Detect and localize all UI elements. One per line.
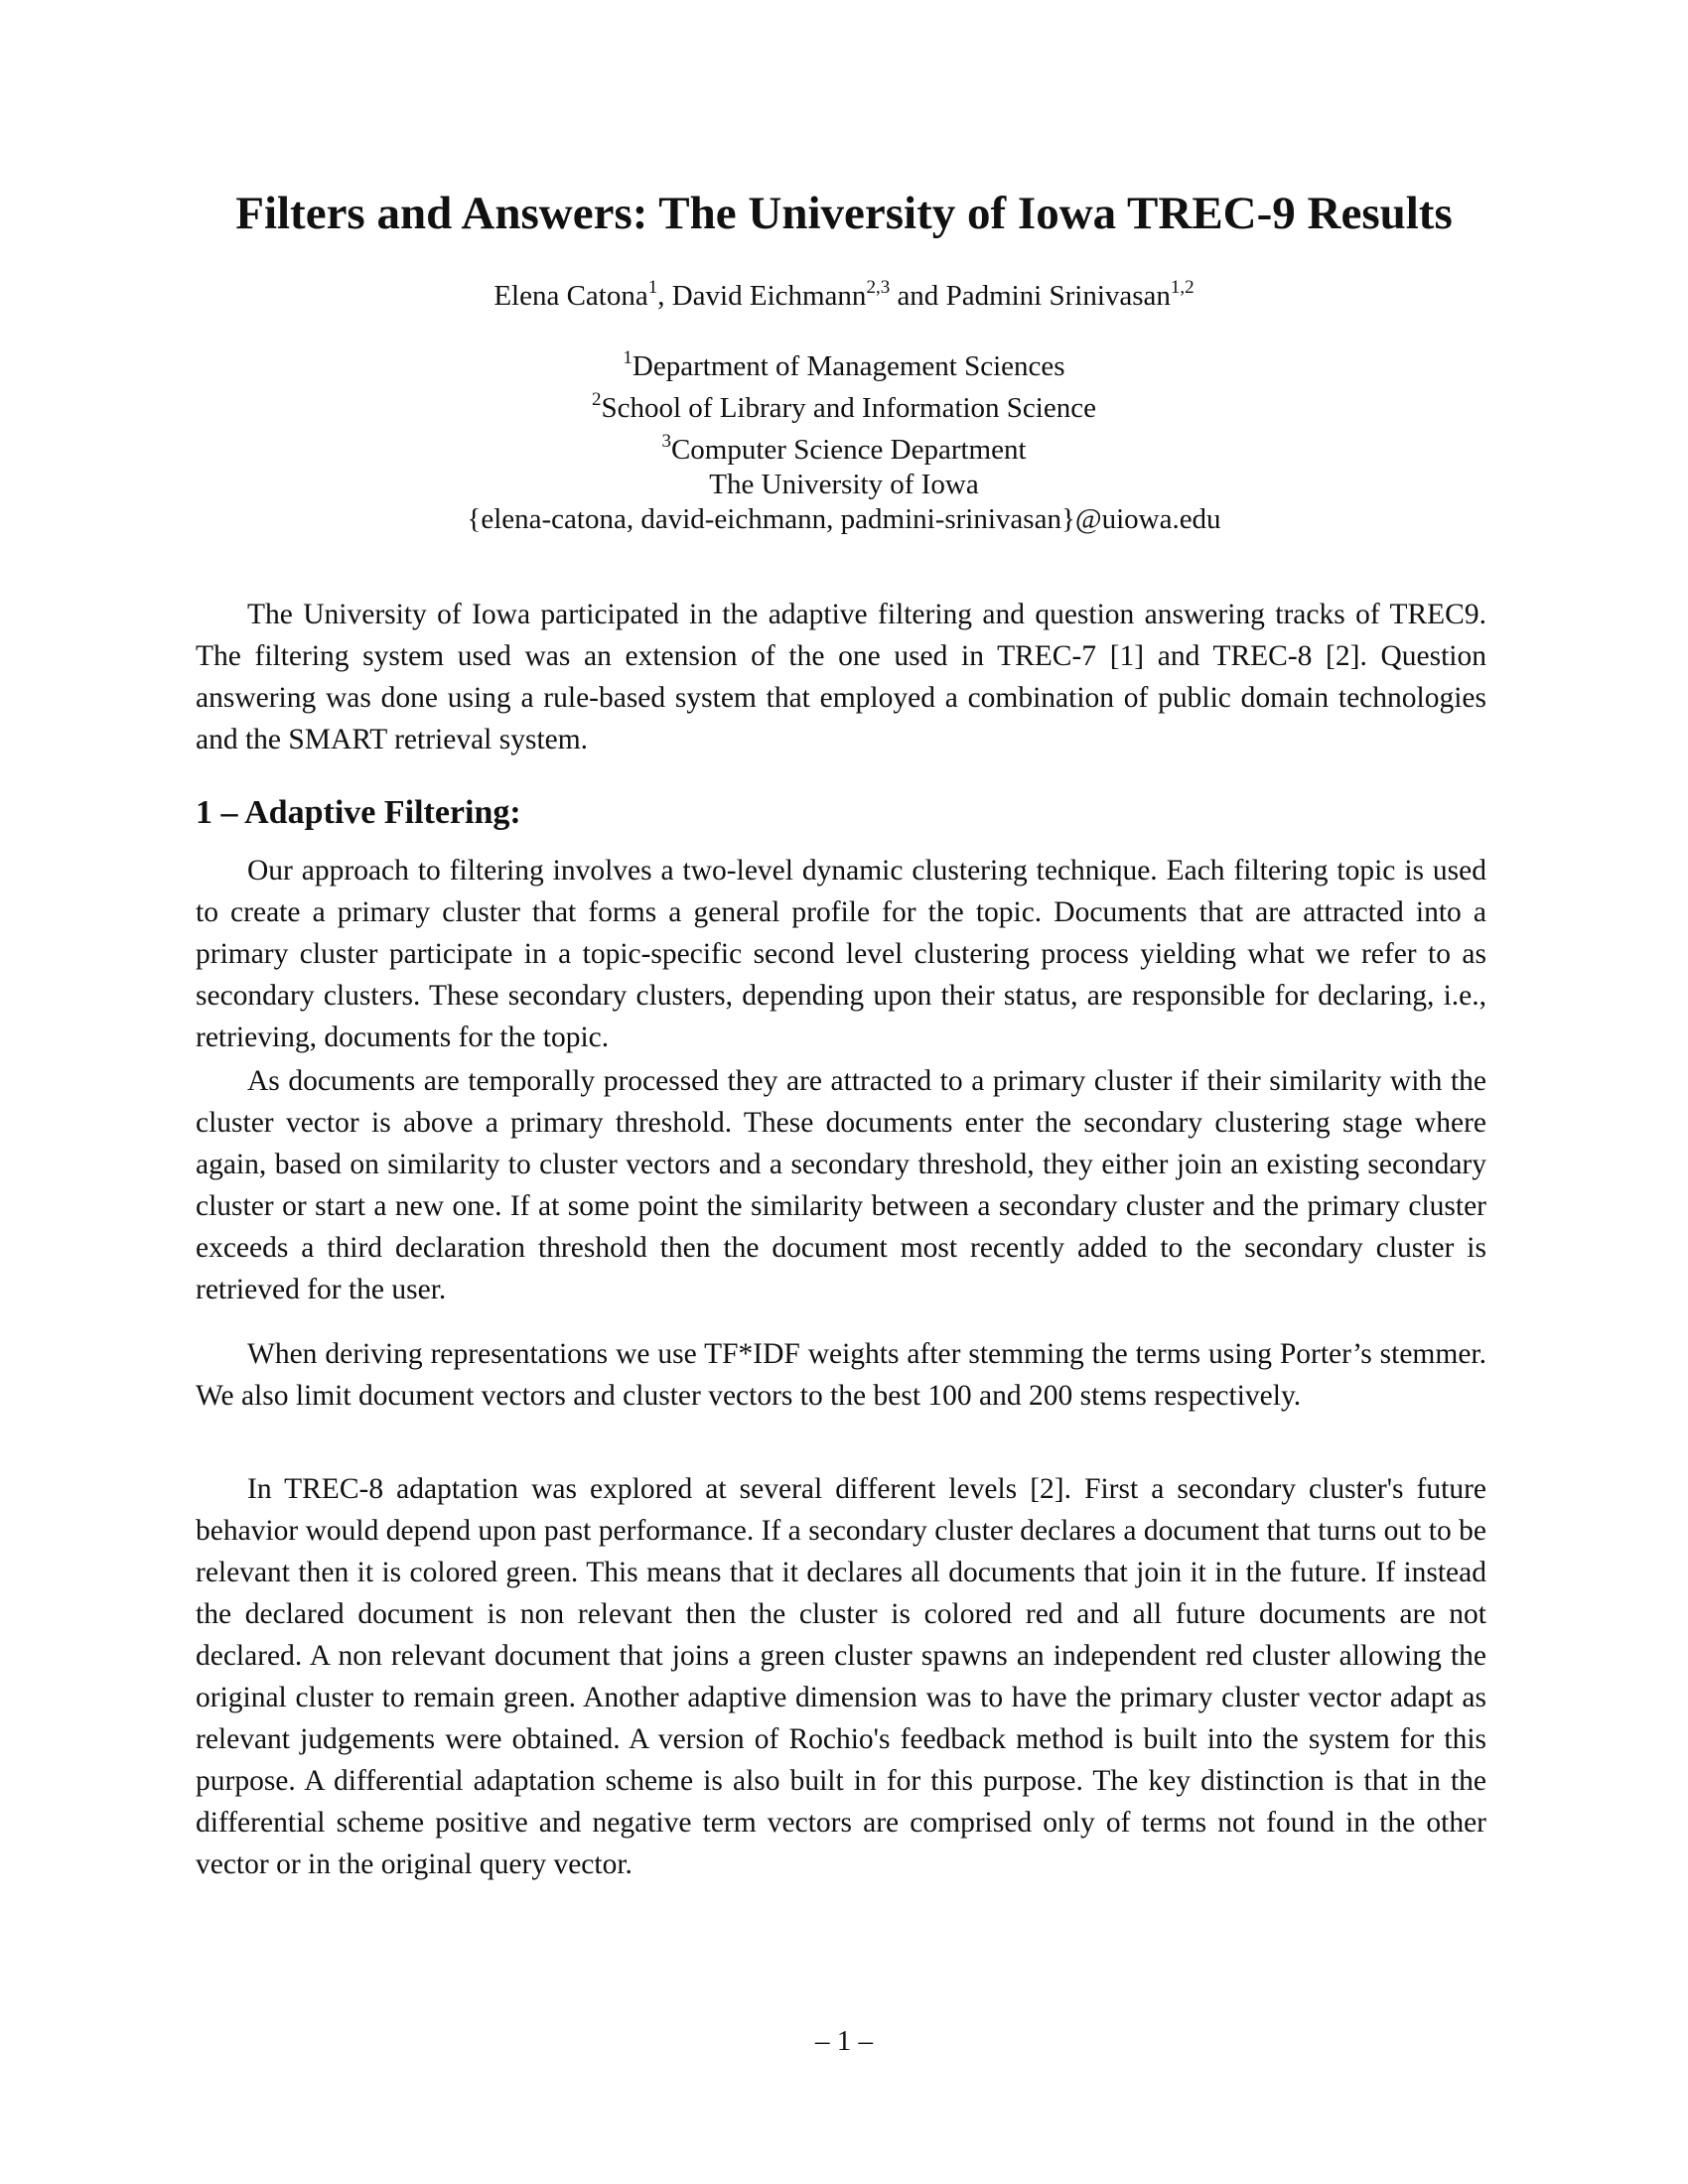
author-name: Elena Catona <box>493 280 648 312</box>
page-number: – 1 – <box>815 2025 873 2057</box>
author-affil-marker: 1,2 <box>1170 277 1195 298</box>
affiliation-text: School of Library and Information Science <box>601 392 1096 424</box>
author-line <box>0 277 1688 313</box>
author-name: David Eichmann <box>671 280 867 312</box>
author-separator: , <box>657 280 672 312</box>
author-emails: {elena-catona, david-eichmann, padmini-srinivasan}@uiowa.edu <box>467 503 1221 535</box>
body-paragraph: As documents are temporally processed they are attracted to a primary cluster if their similarity with the cluster vector is above a primary threshold. These documents enter the secondary clustering stage where again, based on similarity to cluster vectors and a secondary threshold, they either join an existing secondary cluster or start a new one. If at some point the similarity between a secondary cluster and the primary cluster exceeds a third declaration threshold then the document most recently added to the secondary cluster is retrieved for the user. <box>196 1065 1486 1305</box>
affil-marker: 2 <box>592 389 602 410</box>
author-affil-marker: 2,3 <box>866 277 891 298</box>
body-paragraph: In TREC-8 adaptation was explored at several different levels [2]. First a secondary cluster's future behavior would depend upon past performance. If a secondary cluster declares a document that turns out to be relevant then it is colored green. This means that it declares all documents that join it in the future. If instead the declared document is non relevant then the cluster is colored red and all future documents are not declared. A non relevant document that joins a green cluster spawns an independent red cluster allowing the original cluster to remain green. Another adaptive dimension was to have the primary cluster vector adapt as relevant judgements were obtained. A version of Rochio's feedback method is built into the system for this purpose. A differential adaptation scheme is also built in for this purpose. The key distinction is that in the differential scheme positive and negative term vectors are comprised only of terms not found in the other vector or in the original query vector. <box>196 1473 1486 1880</box>
affiliation-text: Computer Science Department <box>670 434 1027 466</box>
section-heading: 1 – Adaptive Filtering: <box>196 794 521 831</box>
author-affil-marker: 1 <box>647 277 658 298</box>
author-separator: and <box>890 280 946 312</box>
author-name: Padmini Srinivasan <box>945 280 1171 312</box>
body-paragraph: When deriving representations we use TF*IDF weights after stemming the terms using Porter’s stemmer. We also limit document vectors and cluster vectors to the best 100 and 200 stems respectively. <box>196 1338 1486 1412</box>
body-paragraph: Our approach to filtering involves a two-level dynamic clustering technique. Each filtering topic is used to create a primary cluster that forms a general profile for the topic. Documents that are attracted into a primary cluster participate in a topic-specific second level clustering process yielding what we refer to as secondary clusters. These secondary clusters, depending upon their status, are responsible for declaring, i.e., retrieving, documents for the topic. <box>196 855 1486 1053</box>
paper-title: Filters and Answers: The University of Iowa TREC-9 Results <box>235 188 1453 239</box>
university-name: The University of Iowa <box>709 469 979 500</box>
affiliation-3 <box>0 433 1688 467</box>
affil-marker: 3 <box>661 431 671 452</box>
affiliation-2 <box>0 391 1688 425</box>
affil-marker: 1 <box>623 347 633 368</box>
abstract-paragraph: The University of Iowa participated in the adaptive filtering and question answering tracks of TREC9. The filtering system used was an extension of the one used in TREC-7 [1] and TREC-8 [2]. Question answering was done using a rule-based system that employed a combination of public domain technologies and the SMART retrieval system. <box>196 599 1486 755</box>
affiliation-text: Department of Management Sciences <box>632 350 1065 382</box>
affiliation-1 <box>0 349 1688 383</box>
